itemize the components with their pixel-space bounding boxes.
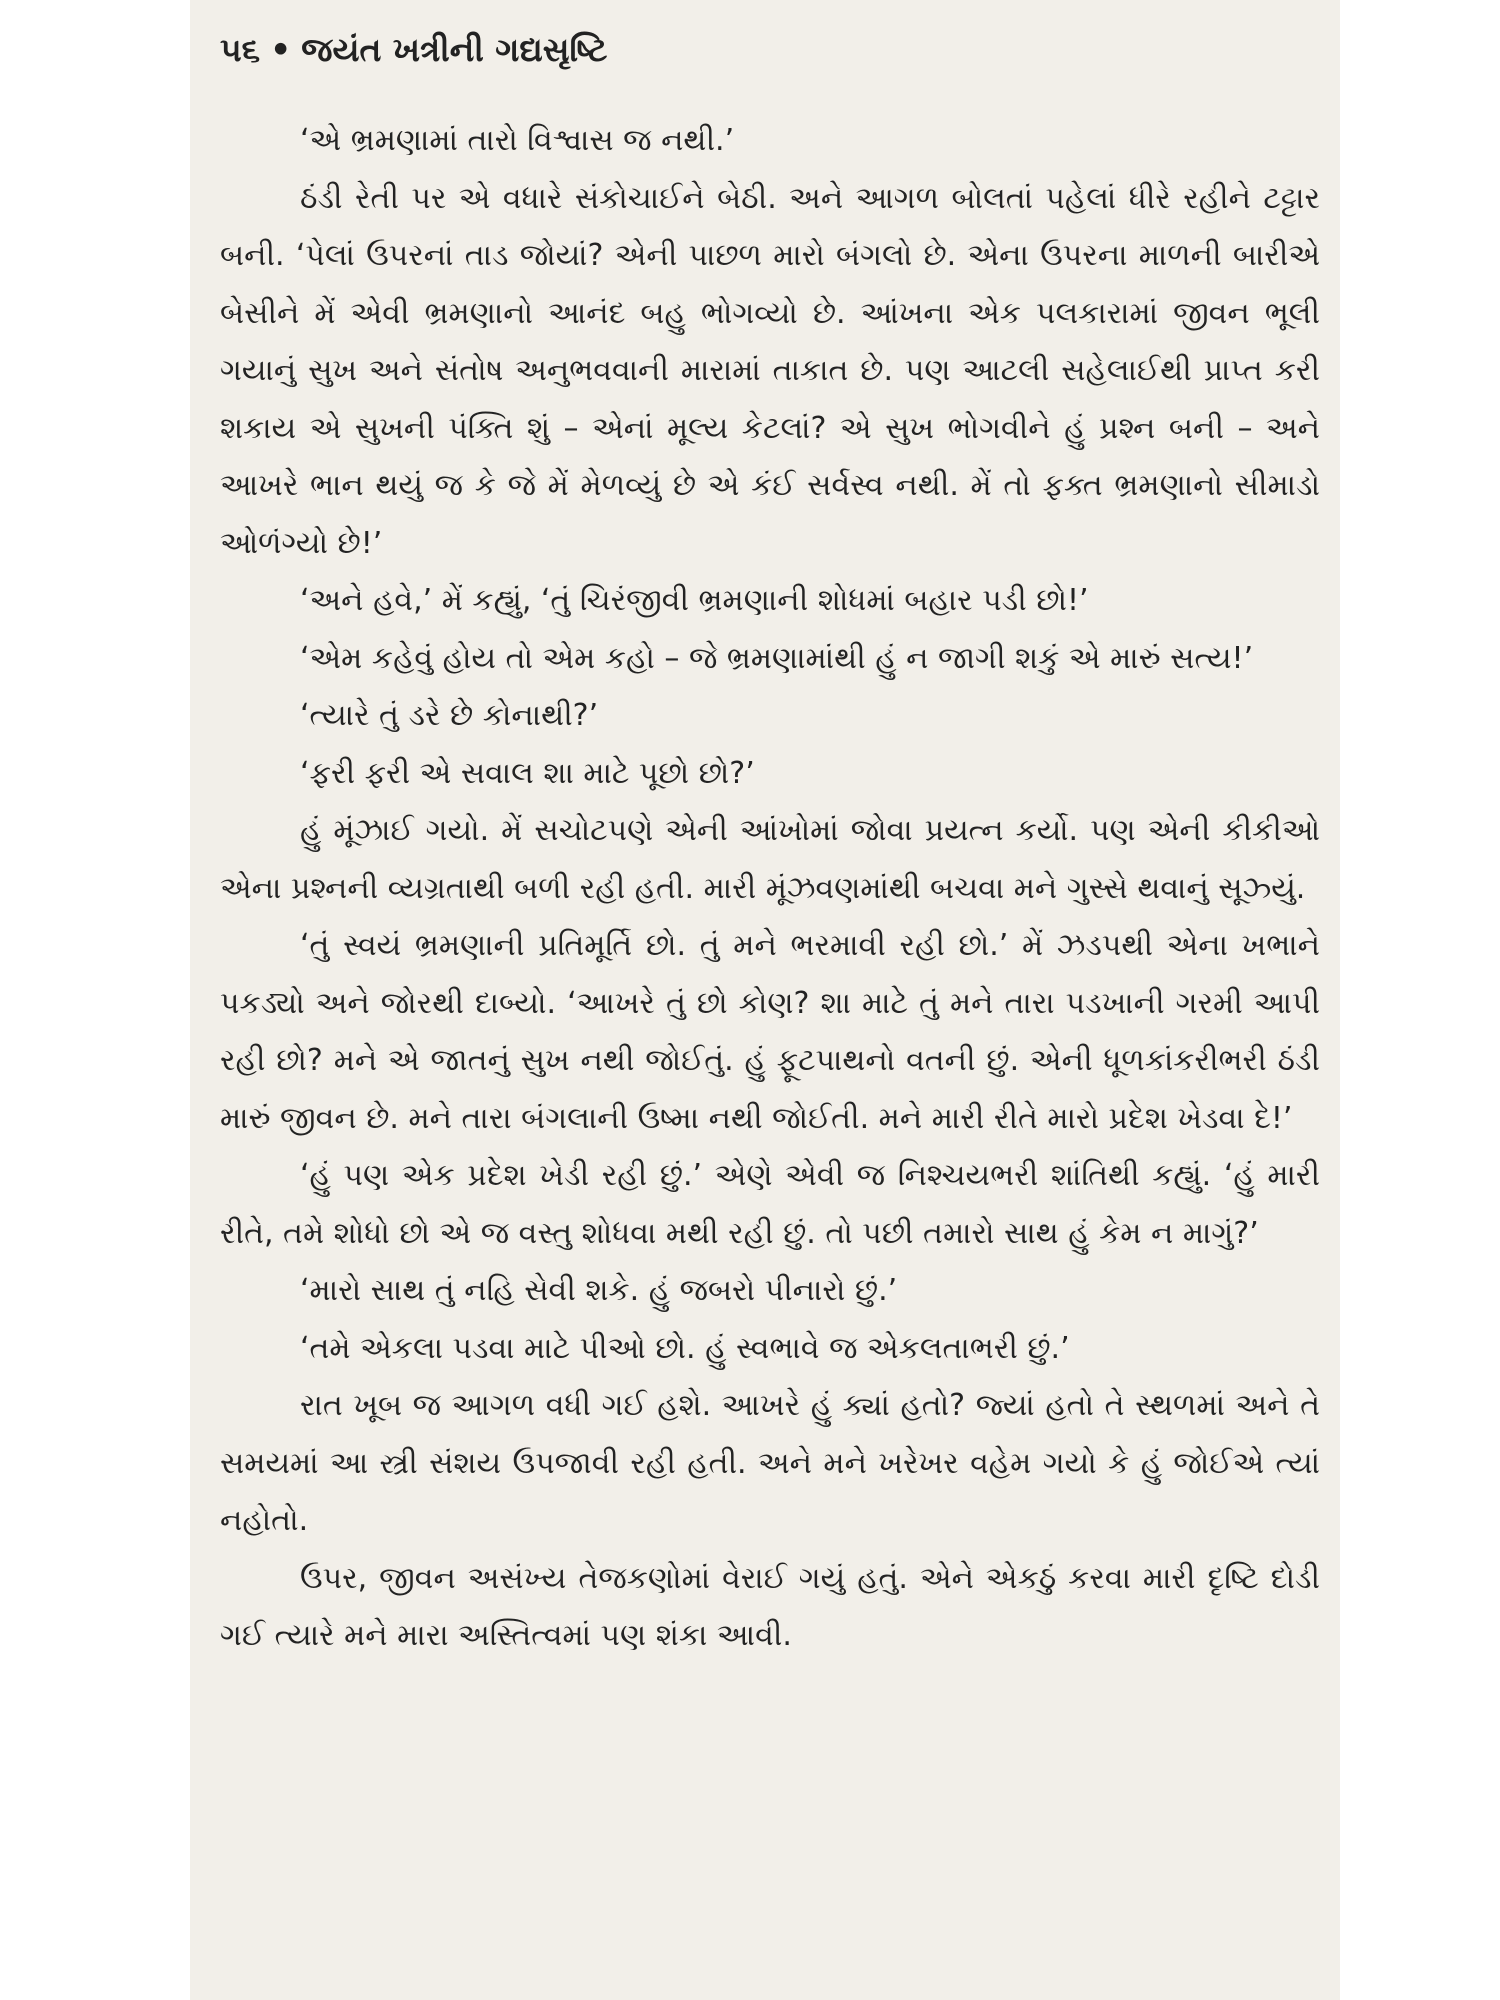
body-text: [220, 112, 1320, 1665]
paragraph: ‘તું સ્વયં ભ્રમણાની પ્રતિમૂર્તિ છો. તું મને ભરમાવી રહી છો.’ મેં ઝડપથી એના ખભાને પકડ્યો અને જોરથી દાબ્યો. ‘આખરે તું છો કોણ? શા માટે તું મને તારા પડખાની ગરમી આપી રહી છો? મને એ જાતનું સુખ નથી જોઈતું. હું ફૂટપાથનો વતની છું. એની ધૂળકાંકરીભરી ઠંડી મારું જીવન છે. મને તારા બંગલાની ઉષ્મા નથી જોઈતી. મને મારી રીતે મારો પ્રદેશ ખેડવા દે!’: [220, 928, 1320, 1136]
paragraph: ‘મારો સાથ તું નહિ સેવી શકે. હું જબરો પીનારો છું.’: [300, 1273, 898, 1308]
paragraph: ‘ત્યારે તું ડરે છે કોનાથી?’: [300, 698, 599, 733]
paragraph: ‘હું પણ એક પ્રદેશ ખેડી રહી છું.’ એણે એવી જ નિશ્ચયભરી શાંતિથી કહ્યું. ‘હું મારી રીતે, તમે શોધો છો એ જ વસ્તુ શોધવા મથી રહી છું. તો પછી તમારો સાથ હું કેમ ન માગું?’: [220, 1158, 1320, 1251]
paragraph: હું મૂંઝાઈ ગયો. મેં સચોટપણે એની આંખોમાં જોવા પ્રયત્ન કર્યો. પણ એની કીકીઓ એના પ્રશ્નની વ્યગ્રતાથી બળી રહી હતી. મારી મૂંઝવણમાંથી બચવા મને ગુસ્સે થવાનું સૂઝ્યું.: [220, 813, 1320, 906]
bullet-separator: •: [270, 30, 292, 69]
paragraph: ‘એમ કહેવું હોય તો એમ કહો – જે ભ્રમણામાંથી હું ન જાગી શકું એ મારું સત્ય!’: [300, 640, 1254, 676]
paragraph: ‘ફરી ફરી એ સવાલ શા માટે પૂછો છો?’: [300, 755, 755, 791]
paragraph: ઠંડી રેતી પર એ વધારે સંકોચાઈને બેઠી. અને આગળ બોલતાં પહેલાં ધીરે રહીને ટટ્ટાર બની. ‘પેલાં ઉપરનાં તાડ જોયાં? એની પાછળ મારો બંગલો છે. એના ઉપરના માળની બારીએ બેસીને મેં એવી ભ્રમણાનો આનંદ બહુ ભોગવ્યો છે. આંખના એક પલકારામાં જીવન ભૂલી ગયાનું સુખ અને સંતોષ અનુભવવાની મારામાં તાકાત છે. પણ આટલી સહેલાઈથી પ્રાપ્ત કરી શકાય એ સુખની પંક્તિ શું – એનાં મૂલ્ય કેટલાં? એ સુખ ભોગવીને હું પ્રશ્ન બની – અને આખરે ભાન થયું જ કે જે મેં મેળવ્યું છે એ કંઈ સર્વસ્વ નથી. મેં તો ફક્ત ભ્રમણાનો સીમાડો ઓળંગ્યો છે!’: [220, 180, 1320, 561]
paragraph: ઉપર, જીવન અસંખ્ય તેજકણોમાં વેરાઈ ગયું હતું. એને એકઠું કરવા મારી દૃષ્ટિ દોડી ગઈ ત્યારે મને મારા અસ્તિત્વમાં પણ શંકા આવી.: [220, 1560, 1320, 1653]
book-title: જયંત ખત્રીની ગદ્યસૃષ્ટિ: [301, 30, 608, 69]
book-page: [190, 0, 1340, 2000]
page-number: ૫૬: [220, 30, 261, 69]
paragraph: ‘એ ભ્રમણામાં તારો વિશ્વાસ જ નથી.’: [300, 123, 735, 158]
paragraph: રાત ખૂબ જ આગળ વધી ગઈ હશે. આખરે હું ક્યાં હતો? જ્યાં હતો તે સ્થળમાં અને તે સમયમાં આ સ્ત્રી સંશય ઉપજાવી રહી હતી. અને મને ખરેખર વહેમ ગયો કે હું જોઈએ ત્યાં નહોતો.: [220, 1388, 1320, 1538]
paragraph: ‘અને હવે,’ મેં કહ્યું, ‘તું ચિરંજીવી ભ્રમણાની શોધમાં બહાર પડી છો!’: [300, 583, 1089, 618]
paragraph: ‘તમે એકલા પડવા માટે પીઓ છો. હું સ્વભાવે જ એકલતાભરી છું.’: [300, 1330, 1070, 1366]
running-head: [220, 30, 607, 70]
